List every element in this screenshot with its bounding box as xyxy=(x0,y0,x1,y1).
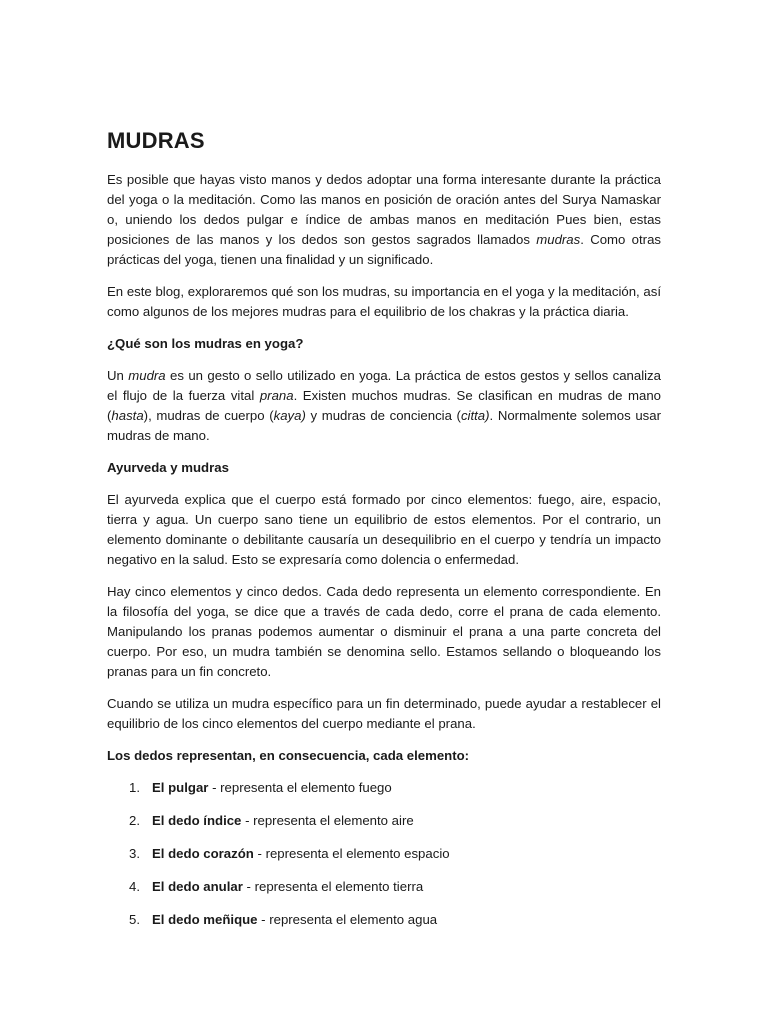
list-item xyxy=(107,844,661,864)
list-item-text: - representa el elemento tierra xyxy=(242,879,424,894)
definition-text-e: y mudras de conciencia ( xyxy=(305,408,461,423)
blog-paragraph: En este blog, exploraremos qué son los mudras, su importancia en el yoga y la meditación, así como algunos de los mejores mudras para el equilibrio de los chakras y la práctica diaria. xyxy=(107,284,661,319)
list-item xyxy=(107,877,661,897)
list-number: 2. xyxy=(129,813,140,828)
definition-italic-hasta: hasta xyxy=(111,408,144,423)
definition-italic-mudra: mudra xyxy=(128,368,166,383)
ayurveda-paragraph: El ayurveda explica que el cuerpo está formado por cinco elementos: fuego, aire, espacio, tierra y agua. Un cuerpo sano tiene un equilibrio de estos elementos. Por el contrario, un elemento dominante o debilitante causaría un desequilibrio en el cuerpo y tendría un impacto negativo en la salud. Esto se expresaría como dolencia o enfermedad. xyxy=(107,492,661,567)
list-item xyxy=(107,910,661,930)
list-item-text: - representa el elemento fuego xyxy=(208,780,392,795)
definition-text-f: . Normalmente solemos usar mudras de mano. xyxy=(107,408,661,443)
list-item-bold: El dedo anular xyxy=(152,879,243,894)
section-heading-fingers: Los dedos representan, en consecuencia, cada elemento: xyxy=(107,748,470,763)
definition-text-c: . Existen muchos mudras. Se clasifican en mudras de mano ( xyxy=(107,388,661,423)
list-item xyxy=(107,778,661,798)
definition-paragraph xyxy=(107,366,661,446)
list-item-bold: El pulgar xyxy=(152,780,209,795)
definition-italic-citta: citta) xyxy=(460,408,490,423)
intro-text-a: Es posible que hayas visto manos y dedos adoptar una forma interesante durante la práctica del yoga o la meditación. Como las manos en posición de oración antes del Surya Namaskar o, uniendo los dedos pulgar e índice de ambas manos en meditación Pues bien, estas posiciones de las manos y los dedos son gestos sagrados llamados xyxy=(107,172,661,247)
definition-text-a: Un xyxy=(107,368,129,383)
list-item-text: - representa el elemento agua xyxy=(257,912,438,927)
definition-text-d: ), mudras de cuerpo ( xyxy=(143,408,274,423)
list-number: 5. xyxy=(129,912,140,927)
definition-italic-kaya: kaya) xyxy=(273,408,306,423)
intro-paragraph xyxy=(107,170,661,270)
list-item xyxy=(107,811,661,831)
list-number: 3. xyxy=(129,846,140,861)
section-heading-what-are-mudras: ¿Qué son los mudras en yoga? xyxy=(107,336,304,351)
list-number: 4. xyxy=(129,879,140,894)
list-item-bold: El dedo índice xyxy=(152,813,242,828)
list-number: 1. xyxy=(129,780,140,795)
balance-paragraph: Cuando se utiliza un mudra específico para un fin determinado, puede ayudar a restablecer el equilibrio de los cinco elementos del cuerpo mediante el prana. xyxy=(107,696,661,731)
elements-paragraph: Hay cinco elementos y cinco dedos. Cada dedo representa un elemento correspondiente. En la filosofía del yoga, se dice que a través de cada dedo, corre el prana de cada elemento. Manipulando los pranas podemos aumentar o disminuir el prana a una parte concreta del cuerpo. Por eso, un mudra también se denomina sello. Estamos sellando o bloqueando los pranas para un fin concreto. xyxy=(107,584,661,679)
list-item-text: - representa el elemento aire xyxy=(241,813,414,828)
definition-text-b: es un gesto o sello utilizado en yoga. La práctica de estos gestos y sellos canaliza el flujo de la fuerza vital xyxy=(107,368,661,403)
list-item-text: - representa el elemento espacio xyxy=(253,846,450,861)
page-title: MUDRAS xyxy=(107,128,205,153)
section-heading-ayurveda: Ayurveda y mudras xyxy=(107,460,229,475)
definition-italic-prana: prana xyxy=(259,388,294,403)
document-body xyxy=(107,126,661,943)
fingers-list xyxy=(107,778,661,930)
list-item-bold: El dedo corazón xyxy=(152,846,254,861)
list-item-bold: El dedo meñique xyxy=(152,912,258,927)
intro-text-c: . Como otras prácticas del yoga, tienen una finalidad y un significado. xyxy=(107,232,661,267)
intro-italic-mudras: mudras xyxy=(536,232,581,247)
